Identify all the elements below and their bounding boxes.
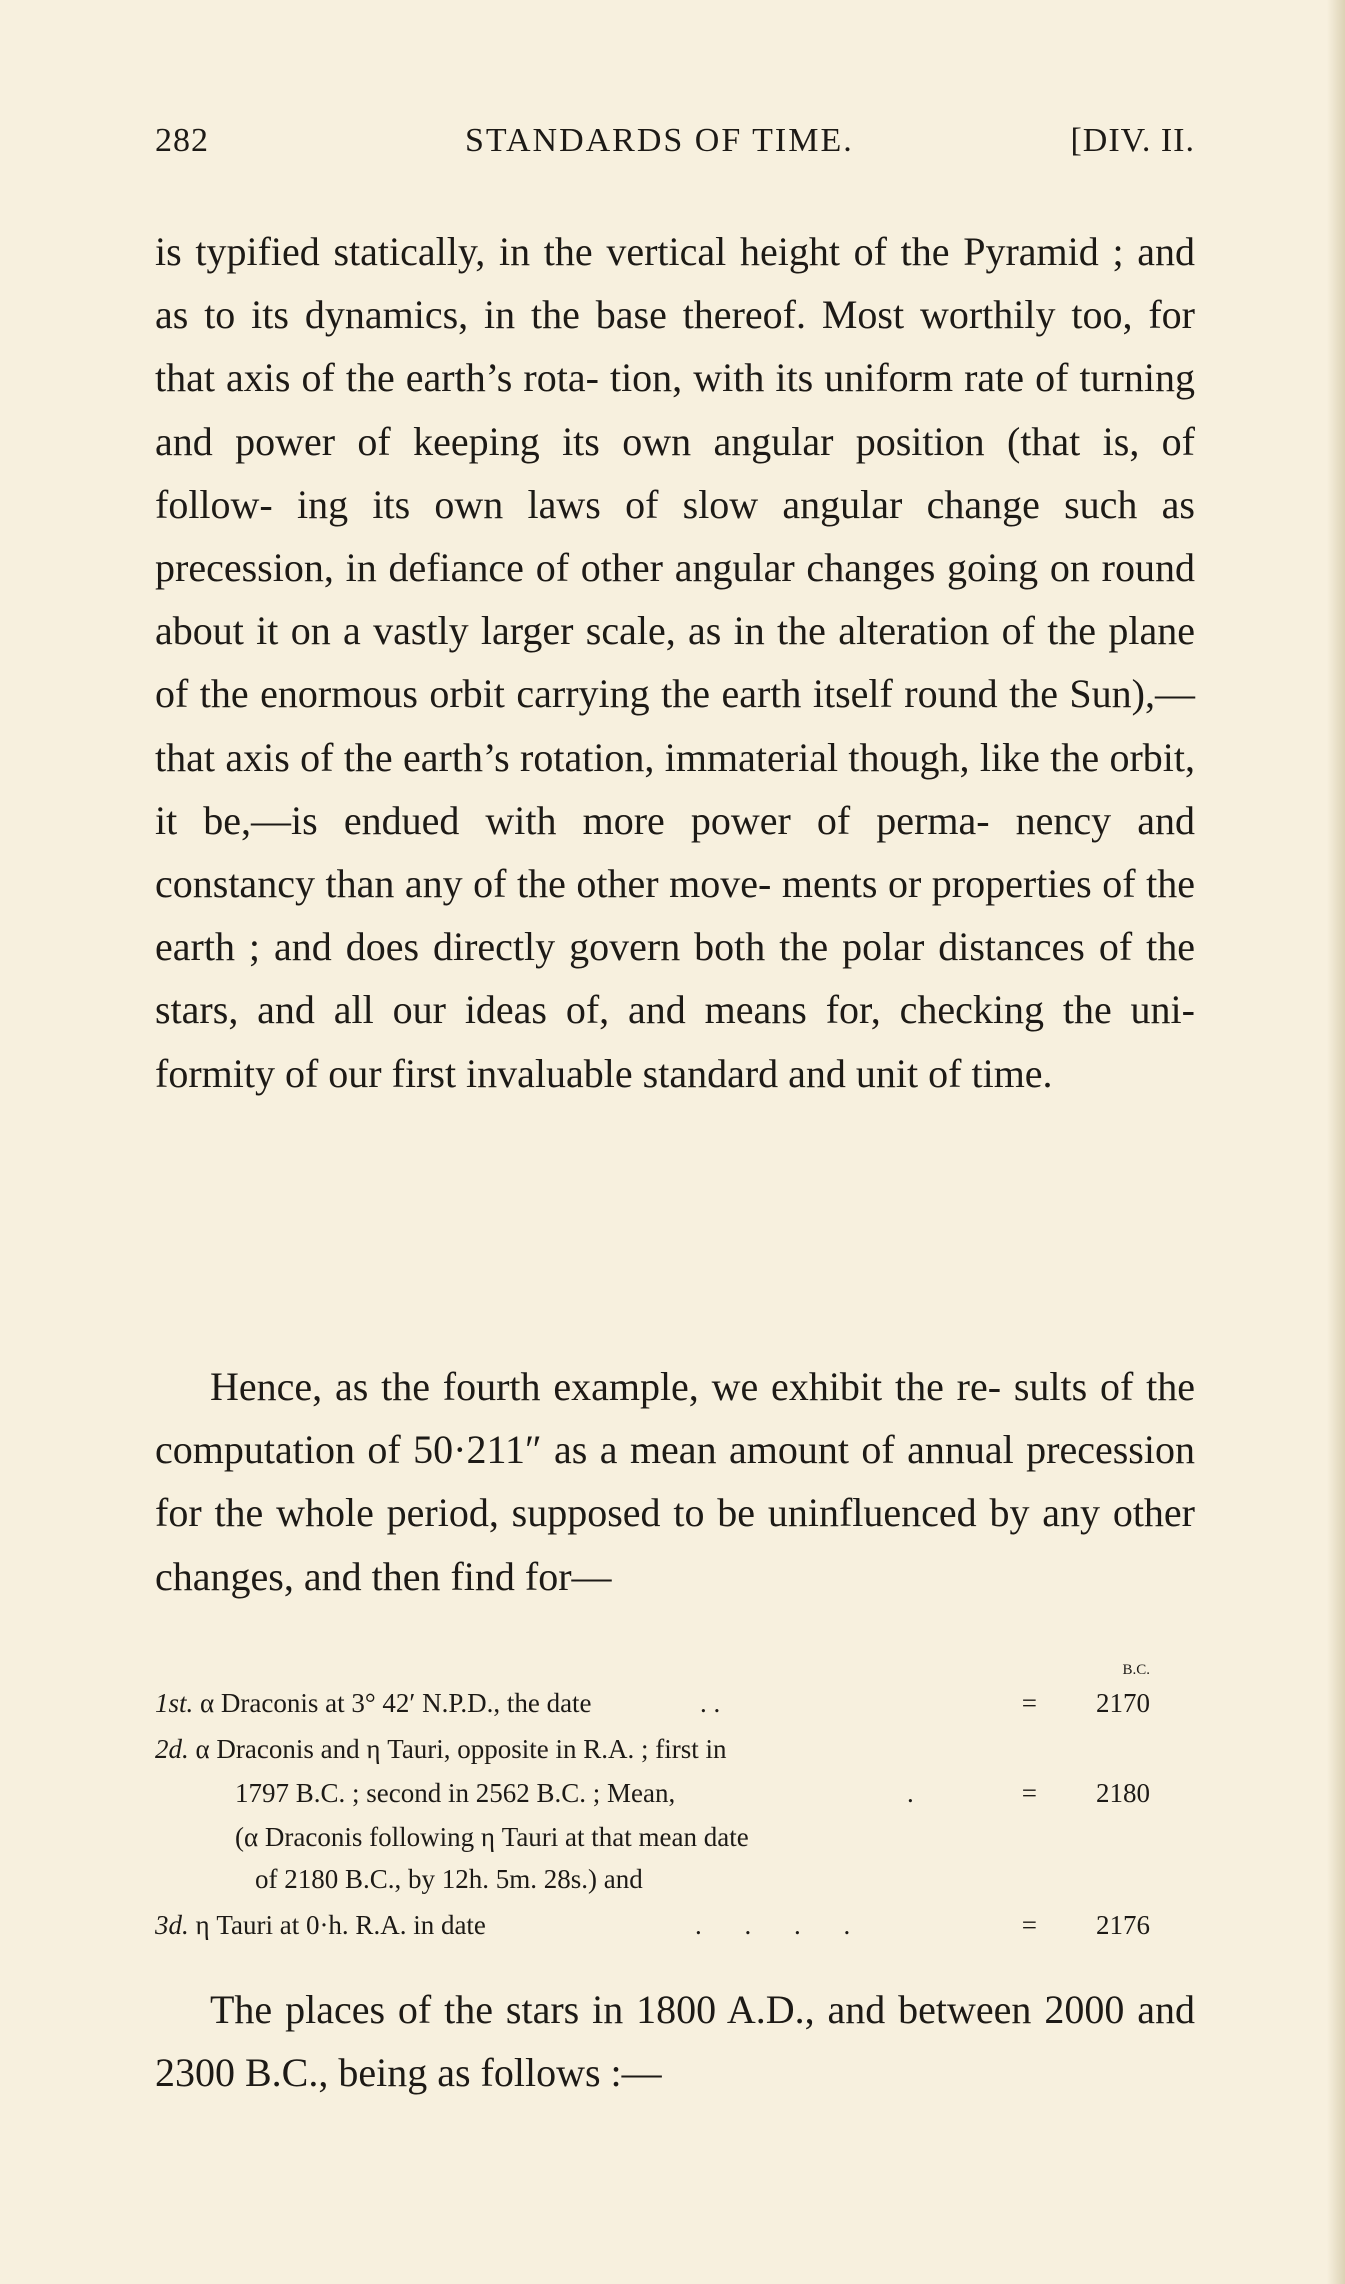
paragraph-1: is typified statically, in the vertical height of the Pyramid ; and as to its dynamics, in the base thereof. Most worthily too, for that axis of the earth’s rota- tion, with its uniform rate of turning and power of keeping its own angular position (that is, of follow- ing its own laws of slow angular change such as precession, in defiance of other angular changes going on round about it on a vastly larger scale, as in the alteration of the plane of the enormous orbit carrying the earth itself round the Sun),—that axis of the earth’s rotation, immaterial though, like the orbit, it be,—is endued with more power of perma- nency and constancy than any of the other move- ments or properties of the earth ; and does directly govern both the polar distances of the stars, and all our ideas of, and means for, checking the uni- formity of our first invaluable standard and unit of time. [155,229,1195,1096]
table-row [155,1773,1155,1813]
row-equals: = [1021,1688,1037,1718]
page-edge-shadow [1327,0,1345,2284]
row-text: of 2180 B.C., by 12h. 5m. 28s.) and [255,1864,643,1894]
row-text: α Draconis at 3° 42′ N.P.D., the date [200,1688,592,1718]
running-header [155,122,1195,172]
row-text: η Tauri at 0·h. R.A. in date [195,1910,486,1940]
row-year: 2180 [1096,1778,1150,1808]
row-label: 1st. [155,1688,194,1718]
row-leader-dots: . [907,1778,914,1808]
bc-column-header: B.C. [1122,1662,1150,1678]
table-row [155,1729,1155,1769]
row-year: 2170 [1096,1688,1150,1718]
row-text: 1797 B.C. ; second in 2562 B.C. ; Mean, [235,1778,676,1808]
row-year: 2176 [1096,1910,1150,1940]
row-leader-dots: . . [700,1688,721,1718]
paragraph-2: Hence, as the fourth example, we exhibit the re- sults of the computation of 50·211″ as a mean amount of annual precession for the whole period, supposed to be uninfluenced by any other changes, and then find for— [155,1364,1195,1599]
table-row [155,1859,1155,1899]
row-equals: = [1021,1778,1037,1808]
row-text: (α Draconis following η Tauri at that mean date [235,1822,749,1852]
table-row [155,1905,1155,1945]
page-number: 282 [155,122,209,159]
division-label: [DIV. II. [1070,122,1195,159]
row-text: α Draconis and η Tauri, opposite in R.A. ; first in [195,1734,727,1764]
row-leader-dots: . . . . [695,1910,869,1940]
row-equals: = [1021,1910,1037,1940]
table-row [155,1817,1155,1857]
paragraph-3: The places of the stars in 1800 A.D., and between 2000 and 2300 B.C., being as follows :— [155,1987,1195,2096]
row-label: 2d. [155,1734,189,1764]
table-row [155,1683,1155,1723]
running-title: STANDARDS OF TIME. [465,122,854,159]
row-label: 3d. [155,1910,189,1940]
